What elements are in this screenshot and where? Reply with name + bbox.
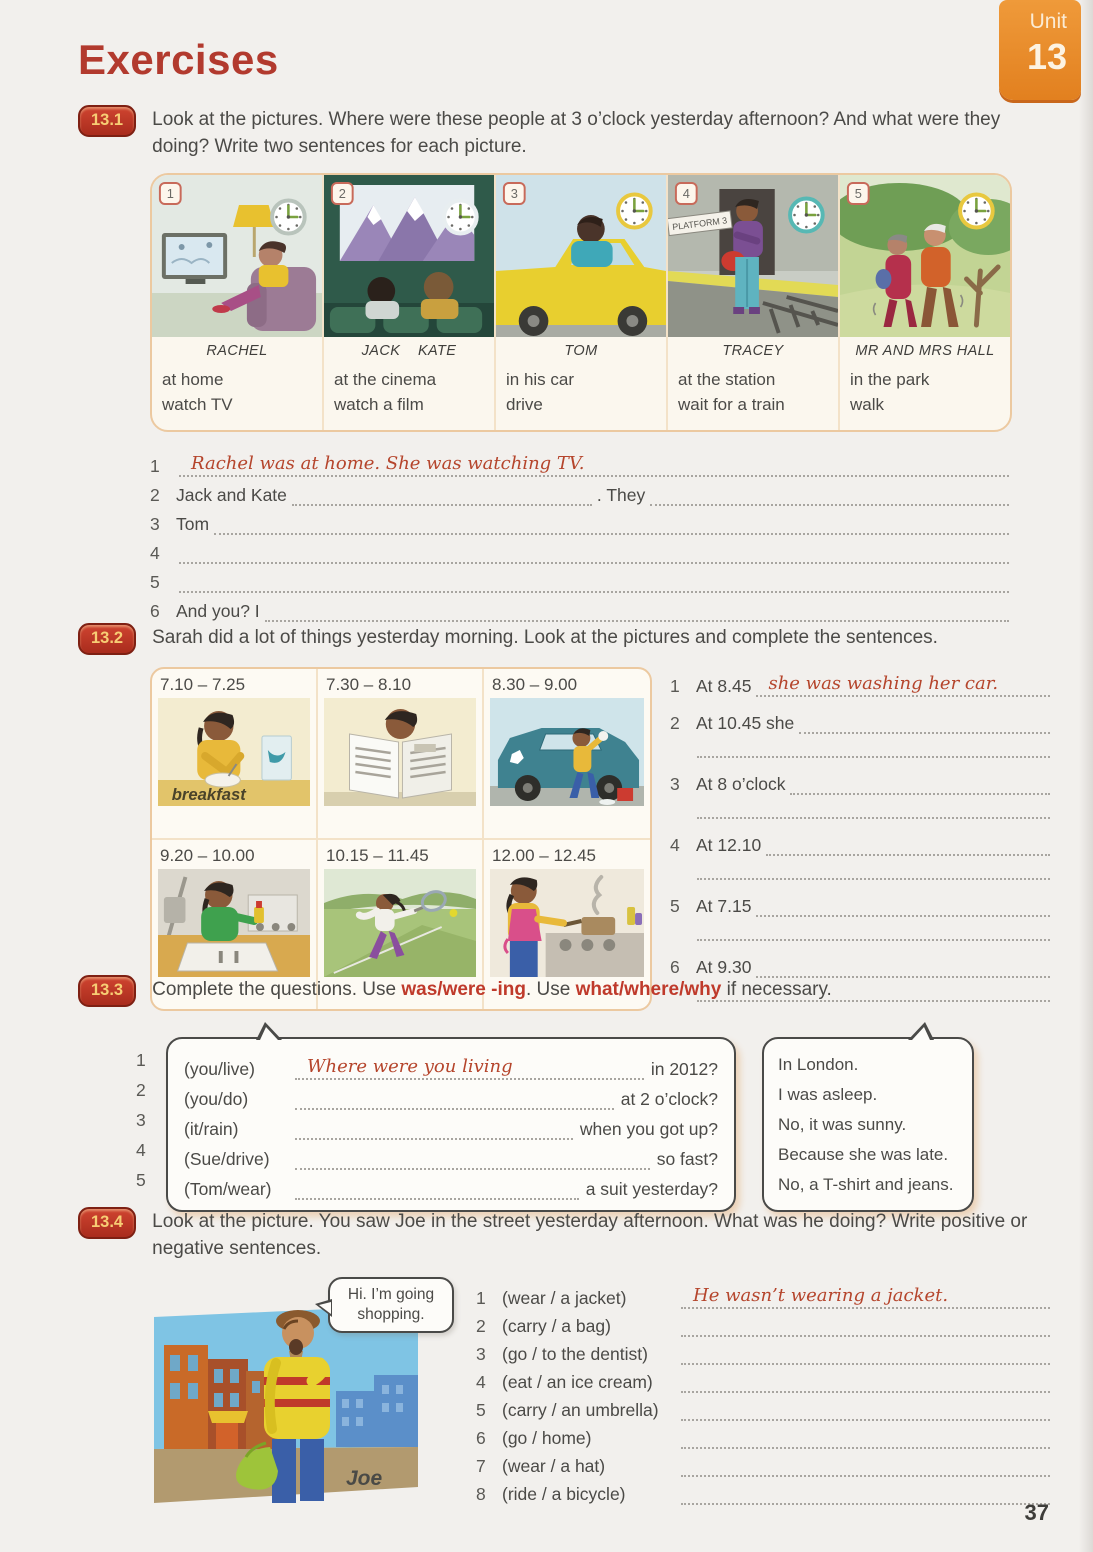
row-number: 3 bbox=[150, 513, 160, 534]
sentence-item bbox=[670, 828, 1053, 880]
answers-speech-bubble bbox=[762, 1037, 974, 1212]
picture-number: 3 bbox=[510, 185, 518, 201]
question-end: at 2 o’clock? bbox=[620, 1089, 718, 1109]
row-number: 6 bbox=[476, 1427, 486, 1448]
picture-playing-tennis bbox=[324, 869, 476, 977]
picture-caption bbox=[668, 337, 838, 430]
page-number: 37 bbox=[1024, 1500, 1049, 1525]
exercise-13-2 bbox=[78, 622, 1053, 1011]
row-number: 3 bbox=[476, 1343, 486, 1364]
caption-line-2: wait for a train bbox=[678, 395, 785, 415]
answer-text: I was asleep. bbox=[778, 1085, 878, 1104]
handwritten-answer: Where were you living bbox=[307, 1056, 513, 1078]
dotted-answer-line bbox=[295, 1108, 614, 1110]
row-number: 5 bbox=[150, 571, 160, 592]
caption-name: RACHEL bbox=[206, 342, 268, 359]
caption-line-1: at the cinema bbox=[334, 369, 437, 389]
row-number: 3 bbox=[136, 1110, 146, 1130]
sentence-start: At 7.15 bbox=[696, 896, 752, 916]
answer-row bbox=[150, 448, 1012, 477]
breakfast-label: breakfast bbox=[171, 784, 246, 805]
row-number: 1 bbox=[150, 455, 160, 476]
item-prompt: (wear / a jacket) bbox=[502, 1287, 627, 1308]
row-number: 4 bbox=[136, 1140, 146, 1160]
row-number: 2 bbox=[136, 1080, 146, 1100]
dotted-answer-line bbox=[681, 1503, 1050, 1505]
question-prompt: (Tom/wear) bbox=[184, 1179, 272, 1199]
exercise-instruction bbox=[152, 974, 832, 1004]
picture-reading-newspaper bbox=[324, 698, 476, 806]
picture-caption bbox=[840, 337, 1010, 430]
picture-column-jack-kate bbox=[324, 175, 496, 430]
grid-cell-breakfast bbox=[152, 669, 318, 840]
question-end: a suit yesterday? bbox=[585, 1179, 718, 1199]
instruction-highlight: what/where/why bbox=[575, 979, 722, 1000]
list-row bbox=[476, 1365, 1053, 1393]
answer-row bbox=[150, 535, 1012, 564]
picture-number-plate bbox=[676, 183, 697, 204]
dotted-answer-line bbox=[681, 1391, 1050, 1393]
dotted-answer-line bbox=[179, 455, 1009, 477]
list-row bbox=[476, 1281, 1053, 1309]
answer-row bbox=[150, 506, 1012, 535]
caption-line-2: watch a film bbox=[334, 395, 424, 415]
picture-park-walk bbox=[840, 175, 1010, 337]
exercise-number-badge: 13.1 bbox=[78, 105, 136, 137]
answer-row bbox=[150, 593, 1012, 622]
picture-panel bbox=[150, 173, 1012, 432]
picture-cleaning-kitchen bbox=[158, 869, 310, 977]
caption-line-1: in the park bbox=[850, 369, 930, 389]
speech-tail bbox=[315, 1299, 332, 1317]
sentence-item bbox=[670, 706, 1053, 758]
exercise-number-badge: 13.3 bbox=[78, 975, 136, 1007]
dotted-answer-line bbox=[681, 1287, 1050, 1309]
picture-caption bbox=[496, 337, 666, 430]
sentence-middle: . They bbox=[596, 484, 646, 505]
exercise-13-1 bbox=[78, 104, 1053, 622]
picture-cinema bbox=[324, 175, 494, 337]
questions-speech-box bbox=[166, 1037, 736, 1212]
picture-caption bbox=[152, 337, 322, 430]
exercise-number-badge: 13.2 bbox=[78, 623, 136, 655]
item-prompt: (carry / a bag) bbox=[502, 1315, 611, 1336]
sentence-start: Tom bbox=[176, 513, 210, 534]
picture-number-plate bbox=[848, 183, 869, 204]
caption-name: MR AND MRS HALL bbox=[855, 342, 995, 359]
unit-label: Unit bbox=[1029, 10, 1067, 33]
joe-speech-bubble bbox=[328, 1277, 454, 1333]
caption-name: TRACEY bbox=[722, 342, 784, 359]
exercise-13-4 bbox=[78, 1206, 1053, 1517]
list-row bbox=[476, 1393, 1053, 1421]
row-number: 1 bbox=[476, 1287, 486, 1308]
caption-line-2: watch TV bbox=[162, 395, 233, 415]
sentence-start: At 10.45 she bbox=[696, 713, 795, 733]
sentence-start: Jack and Kate bbox=[176, 484, 287, 505]
row-number: 7 bbox=[476, 1455, 486, 1476]
item-prompt: (wear / a hat) bbox=[502, 1455, 606, 1476]
sentence-start: At 9.30 bbox=[696, 957, 752, 977]
picture-number-plate bbox=[160, 183, 181, 204]
answer-text: Because she was late. bbox=[778, 1145, 949, 1164]
picture-tom-driving bbox=[496, 175, 666, 337]
handwritten-answer: Rachel was at home. She was watching TV. bbox=[191, 453, 585, 475]
dotted-answer-line bbox=[697, 795, 1050, 819]
picture-number: 5 bbox=[854, 185, 862, 201]
picture-grid bbox=[150, 667, 652, 1011]
picture-number-plate bbox=[504, 183, 525, 204]
picture-number: 2 bbox=[338, 185, 346, 201]
row-number: 8 bbox=[476, 1483, 486, 1504]
grid-cell-washing-car bbox=[484, 669, 650, 840]
question-end: when you got up? bbox=[579, 1119, 718, 1139]
question-prompt: (you/live) bbox=[184, 1059, 255, 1079]
list-row bbox=[476, 1477, 1053, 1505]
picture-cooking-lunch bbox=[490, 869, 644, 977]
exercise-number-badge: 13.4 bbox=[78, 1207, 136, 1239]
time-label: 12.00 – 12.45 bbox=[492, 846, 596, 865]
question-row bbox=[184, 1050, 718, 1080]
time-label: 8.30 – 9.00 bbox=[492, 675, 578, 694]
answer-text: No, a T-shirt and jeans. bbox=[778, 1175, 954, 1194]
handwritten-answer: she was washing her car. bbox=[768, 673, 999, 695]
answer-text: No, it was sunny. bbox=[778, 1115, 907, 1134]
dotted-answer-line bbox=[295, 1198, 579, 1200]
dotted-answer-line bbox=[650, 504, 1009, 506]
exercise-instruction: Sarah did a lot of things yesterday morning. Look at the pictures and complete the sentences. bbox=[152, 627, 938, 648]
row-number: 5 bbox=[136, 1170, 146, 1190]
item-prompt: (carry / an umbrella) bbox=[502, 1399, 659, 1420]
caption-line-1: in his car bbox=[506, 369, 575, 389]
question-numbers bbox=[136, 1037, 166, 1200]
dotted-answer-line bbox=[214, 533, 1009, 535]
sentence-item bbox=[670, 767, 1053, 819]
dotted-answer-line bbox=[179, 562, 1009, 564]
caption-line-2: drive bbox=[506, 395, 543, 415]
sentence-start: And you? I bbox=[176, 600, 260, 621]
page-title: Exercises bbox=[78, 36, 279, 83]
picture-column-mr-mrs-hall bbox=[840, 175, 1010, 430]
sentence-item bbox=[670, 889, 1053, 941]
exercise-instruction: Look at the pictures. Where were these people at 3 o’clock yesterday afternoon? And what were they doing? Write two sentences for each picture. bbox=[152, 109, 1001, 157]
row-number: 2 bbox=[476, 1315, 486, 1336]
picture-rachel-watching-tv bbox=[152, 175, 322, 337]
picture-station-platform bbox=[668, 175, 838, 337]
row-number: 4 bbox=[150, 542, 160, 563]
answer-row bbox=[150, 564, 1012, 593]
item-prompt: (eat / an ice cream) bbox=[502, 1371, 653, 1392]
unit-badge bbox=[999, 0, 1081, 100]
dotted-answer-line bbox=[697, 734, 1050, 758]
row-number: 1 bbox=[136, 1050, 146, 1070]
sentence-start: At 8.45 bbox=[696, 676, 752, 696]
question-end: in 2012? bbox=[650, 1059, 718, 1079]
row-number: 2 bbox=[670, 713, 680, 733]
list-13-4 bbox=[476, 1277, 1053, 1517]
question-row bbox=[184, 1170, 718, 1200]
instruction-text: Complete the questions. Use bbox=[152, 979, 402, 1000]
joe-name-label: Joe bbox=[346, 1466, 383, 1490]
instruction-text: if necessary. bbox=[721, 979, 832, 1000]
dotted-answer-line bbox=[681, 1419, 1050, 1421]
sentence-item bbox=[670, 669, 1053, 697]
list-row bbox=[476, 1309, 1053, 1337]
platform-sign-text: PLATFORM 3 bbox=[671, 215, 728, 233]
row-number: 6 bbox=[670, 957, 680, 977]
caption-name: JACK KATE bbox=[361, 342, 457, 359]
picture-caption bbox=[324, 337, 494, 430]
item-prompt: (go / to the dentist) bbox=[502, 1343, 648, 1364]
dotted-answer-line bbox=[681, 1447, 1050, 1449]
row-number: 4 bbox=[670, 835, 680, 855]
grid-cell-newspaper bbox=[318, 669, 484, 840]
picture-number: 4 bbox=[682, 185, 690, 201]
dotted-answer-line bbox=[756, 675, 1050, 697]
dotted-answer-line bbox=[295, 1138, 573, 1140]
caption-line-1: at the station bbox=[678, 369, 776, 389]
picture-column-tom bbox=[496, 175, 668, 430]
row-number: 5 bbox=[476, 1399, 486, 1420]
dotted-answer-line bbox=[681, 1475, 1050, 1477]
joe-picture bbox=[150, 1277, 450, 1517]
instruction-text: . Use bbox=[525, 979, 576, 1000]
caption-line-2: walk bbox=[850, 395, 885, 415]
question-end: so fast? bbox=[656, 1149, 718, 1169]
dotted-answer-line bbox=[697, 917, 1050, 941]
caption-line-1: at home bbox=[162, 369, 224, 389]
list-row bbox=[476, 1449, 1053, 1477]
row-number: 6 bbox=[150, 600, 160, 621]
row-number: 1 bbox=[670, 676, 680, 696]
caption-name: TOM bbox=[564, 342, 598, 359]
instruction-highlight: was/were -ing bbox=[401, 979, 526, 1000]
row-number: 5 bbox=[670, 896, 680, 916]
picture-number: 1 bbox=[166, 185, 174, 201]
sentences-13-2 bbox=[670, 667, 1053, 1011]
dotted-answer-line bbox=[681, 1335, 1050, 1337]
dotted-answer-line bbox=[295, 1168, 650, 1170]
exercise-instruction: Look at the picture. You saw Joe in the street yesterday afternoon. What was he doing? Write positive or negative sentences. bbox=[152, 1211, 1028, 1259]
picture-eating-breakfast bbox=[158, 698, 310, 806]
answers-13-1 bbox=[150, 448, 1012, 622]
speech-text: Hi. I’m going shopping. bbox=[347, 1285, 435, 1324]
picture-column-rachel bbox=[152, 175, 324, 430]
row-number: 4 bbox=[476, 1371, 486, 1392]
dotted-answer-line bbox=[697, 856, 1050, 880]
dotted-answer-line bbox=[292, 504, 592, 506]
sentence-start: At 12.10 bbox=[696, 835, 762, 855]
question-prompt: (it/rain) bbox=[184, 1119, 239, 1139]
row-number: 3 bbox=[670, 774, 680, 794]
exercise-13-3 bbox=[78, 974, 1053, 1212]
item-prompt: (ride / a bicycle) bbox=[502, 1483, 626, 1504]
question-row bbox=[184, 1110, 718, 1140]
question-prompt: (you/do) bbox=[184, 1089, 249, 1109]
picture-washing-car bbox=[490, 698, 644, 806]
time-label: 7.30 – 8.10 bbox=[326, 675, 412, 694]
question-row bbox=[184, 1140, 718, 1170]
speech-tail bbox=[256, 1022, 282, 1040]
list-row bbox=[476, 1337, 1053, 1365]
answer-text: In London. bbox=[778, 1055, 859, 1074]
picture-number-plate bbox=[332, 183, 353, 204]
handwritten-answer: He wasn’t wearing a jacket. bbox=[693, 1285, 949, 1307]
question-prompt: (Sue/drive) bbox=[184, 1149, 270, 1169]
dotted-answer-line bbox=[681, 1363, 1050, 1365]
unit-number: 13 bbox=[1026, 36, 1067, 77]
speech-tail bbox=[908, 1022, 934, 1040]
dotted-answer-line bbox=[295, 1058, 644, 1080]
answer-row bbox=[150, 477, 1012, 506]
list-row bbox=[476, 1421, 1053, 1449]
time-label: 10.15 – 11.45 bbox=[326, 846, 429, 865]
dotted-answer-line bbox=[179, 591, 1009, 593]
picture-column-tracey bbox=[668, 175, 840, 430]
question-row bbox=[184, 1080, 718, 1110]
item-prompt: (go / home) bbox=[502, 1427, 592, 1448]
row-number: 2 bbox=[150, 484, 160, 505]
sentence-start: At 8 o’clock bbox=[696, 774, 786, 794]
time-label: 9.20 – 10.00 bbox=[160, 846, 255, 865]
time-label: 7.10 – 7.25 bbox=[160, 675, 246, 694]
